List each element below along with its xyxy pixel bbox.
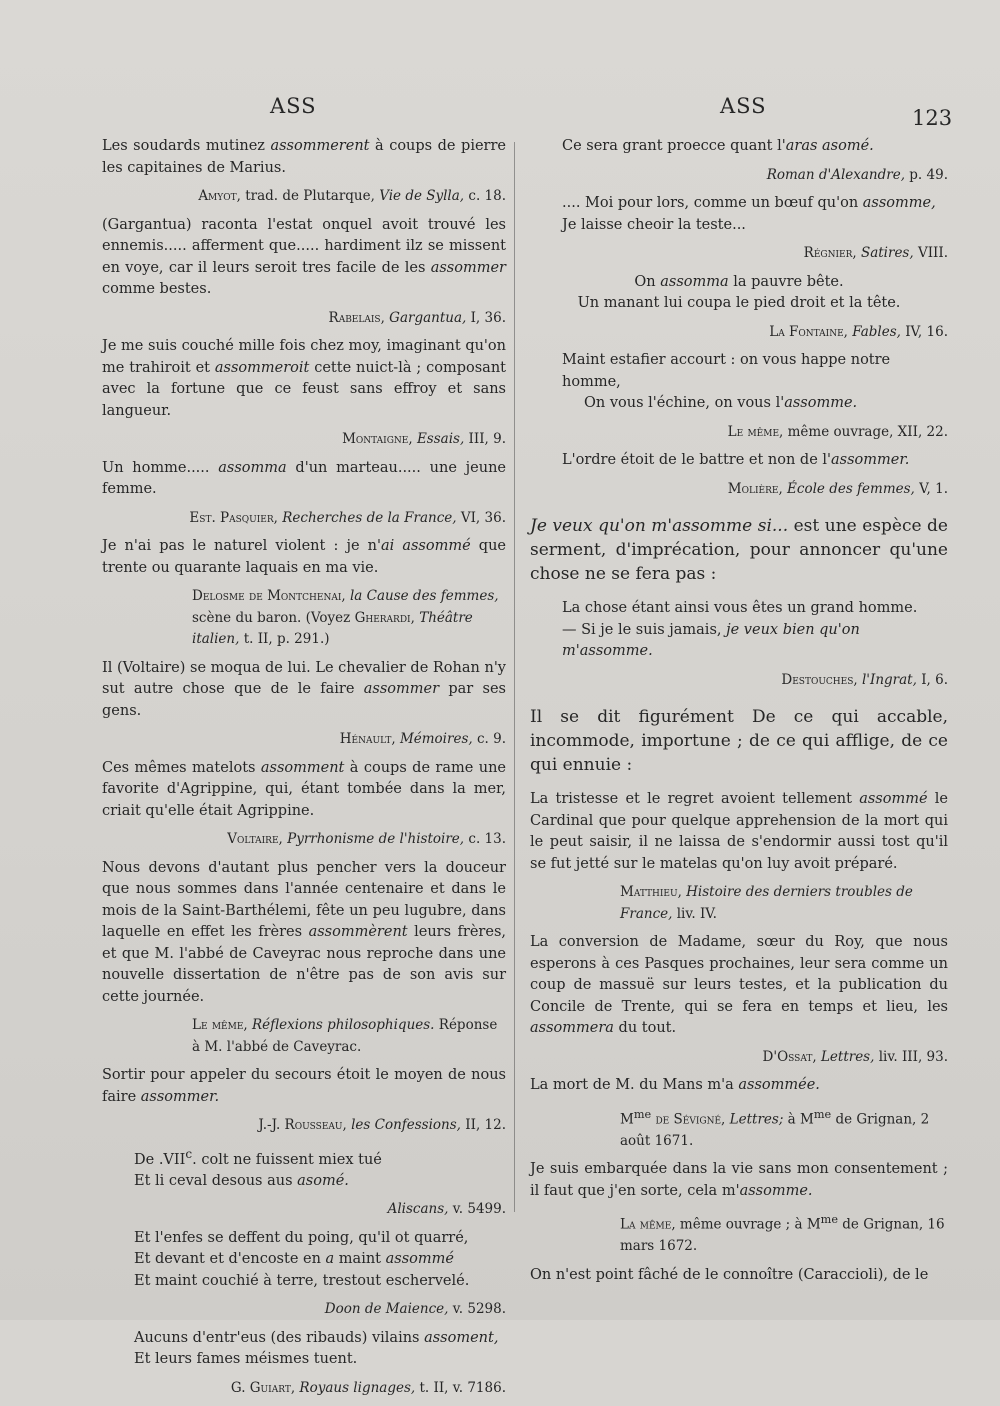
text-run: comme bestes.	[102, 281, 212, 297]
verse-line	[530, 272, 948, 294]
text-run: , même ouvrage, XII, 22.	[779, 423, 948, 440]
text-run: du tout.	[613, 1020, 677, 1036]
text-run: assommée.	[738, 1077, 820, 1093]
text-run: ,	[290, 1379, 300, 1396]
text-run: Je veux qu'on m'assomme si...	[530, 516, 789, 536]
text-run: On	[634, 273, 661, 290]
text-run: assommer	[363, 681, 440, 697]
text-run: p. 49.	[905, 166, 948, 183]
citation-source	[102, 186, 506, 208]
text-run: Un homme.....	[102, 459, 219, 476]
text-run: — Si je le suis jamais,	[562, 621, 727, 638]
text-run: la pauvre bête.	[728, 273, 844, 290]
text-run: v. 5298.	[448, 1301, 506, 1318]
verse-line	[562, 215, 948, 237]
text-run: La chose étant ainsi vous êtes un grand homme.	[562, 600, 918, 616]
text-run: Gherardi	[354, 609, 411, 626]
text-run: Le même	[192, 1017, 244, 1033]
text-run: me	[820, 1213, 838, 1226]
text-run: ,	[677, 884, 687, 900]
text-run: assomme,	[862, 195, 936, 211]
text-run: D'Ossat	[762, 1048, 813, 1065]
verse-quotation	[530, 193, 948, 236]
text-run: assommeroit	[214, 359, 310, 376]
text-run: assomme.	[739, 1182, 813, 1199]
citation-source	[102, 1199, 506, 1221]
citation-source	[102, 429, 506, 451]
text-run: par ses gens.	[102, 681, 506, 719]
text-run: Doon de Maience,	[324, 1301, 449, 1318]
text-run: assommera	[530, 1020, 614, 1036]
citation-source	[530, 882, 948, 925]
running-head-left: ASS	[270, 94, 317, 118]
text-run: l'Ingrat,	[861, 671, 917, 688]
text-run: maint	[334, 1251, 386, 1268]
text-run: On n'est point fâché de le connoître (Caraccioli), de le	[530, 1266, 929, 1283]
citation-source	[530, 422, 948, 444]
text-run: la Cause des femmes,	[349, 588, 499, 604]
citation-source	[102, 586, 506, 651]
text-run: I, 6.	[916, 671, 948, 688]
text-run: Mémoires,	[399, 731, 473, 747]
citation-source	[530, 243, 948, 265]
text-run: , trad. de Plutarque,	[236, 188, 380, 204]
text-run: ,	[391, 731, 400, 747]
verse-line	[562, 598, 948, 620]
text-run: t. II, v. 7186.	[415, 1379, 506, 1396]
text-run: ,	[273, 509, 283, 526]
verse-line	[134, 1228, 506, 1250]
citation-source	[530, 1104, 948, 1153]
text-run: Aucuns d'entr'eus (des ribauds) vilains	[134, 1329, 425, 1346]
citation-source	[102, 729, 506, 751]
text-run: assomment	[260, 759, 345, 776]
text-run: Hénault	[339, 731, 392, 747]
column-rule	[514, 142, 515, 1212]
text-run: Lettres,	[820, 1048, 875, 1065]
text-run: Gargantua,	[389, 309, 467, 326]
verse-line	[562, 193, 948, 215]
text-run: Vie de Sylla,	[379, 188, 465, 204]
text-run: M	[620, 1111, 634, 1127]
verse-line	[562, 350, 948, 393]
text-run: IV, 16.	[900, 323, 948, 340]
text-run: scène du baron. (Voyez	[192, 609, 355, 626]
text-run: On vous l'échine, on vous l'	[584, 395, 785, 411]
text-run: II, 12.	[460, 1117, 506, 1133]
text-run: ,	[243, 1017, 252, 1033]
quotation	[102, 758, 506, 823]
text-run: VI, 36.	[456, 509, 506, 526]
text-run: Ce sera grant proecce quant l'	[562, 138, 786, 154]
text-run: Essais,	[416, 431, 465, 447]
text-run: de Sévigné	[655, 1111, 722, 1127]
text-run: me	[813, 1107, 832, 1121]
text-run: ,	[778, 480, 788, 497]
text-run: III, 9.	[464, 431, 506, 447]
text-run: De .VII	[134, 1151, 186, 1168]
citation-source	[102, 308, 506, 330]
text-run: v. 5499.	[448, 1201, 506, 1218]
text-run: assommer.	[140, 1088, 220, 1105]
quotation	[102, 1065, 506, 1108]
text-run: ,	[721, 1111, 730, 1127]
text-run: assommé	[859, 791, 928, 807]
text-run: de Grignan, 2 août 1671.	[620, 1111, 930, 1149]
text-run: Théâtre italien,	[192, 609, 473, 647]
text-run: La mort de M. du Mans m'a	[530, 1077, 739, 1093]
text-run: Voltaire	[227, 831, 279, 847]
text-run: .... Moi pour lors, comme un bœuf qu'on	[562, 195, 863, 211]
text-run: Royaus lignages,	[299, 1379, 416, 1396]
citation-source	[102, 1299, 506, 1321]
verse-line	[134, 1144, 506, 1171]
text-run: Satires,	[860, 245, 914, 261]
verse-line	[562, 620, 948, 663]
quotation	[102, 658, 506, 723]
text-run: Montaigne	[342, 431, 409, 447]
quotation	[102, 215, 506, 301]
citation-source	[102, 1115, 506, 1137]
text-run: asomé.	[297, 1172, 349, 1189]
quotation	[102, 858, 506, 1009]
text-run: ,	[380, 309, 390, 326]
text-run: c	[185, 1146, 193, 1161]
verse-line	[134, 1349, 506, 1371]
text-run: Maint estafier accourt : on vous happe notre homme,	[562, 352, 891, 390]
text-run: La conversion de Madame, sœur du Roy, que nous esperons à ces Pasques prochaines, leur sera comme un coup de massuë sur leurs testes, et la publication du Concile de Trente, qui se fera en temps et lieu, les	[530, 934, 948, 1015]
text-run: Sortir pour appeler du secours étoit le moyen de nous faire	[102, 1067, 506, 1105]
text-run: à M	[783, 1111, 814, 1127]
text-run: le Cardinal que pour quelque apprehension de la mort qui le peut saisir, il ne laissa de s'endormir aussi tost qu'il se fut jetté sur le matelas qu'on luy avoit préparé.	[530, 791, 948, 872]
citation-source	[530, 165, 948, 187]
text-run: à coups de rame une favorite d'Agrippine, qui, étant tombée dans la mer, criait qu'elle était Agrippine.	[102, 759, 506, 819]
text-run: Le même	[727, 423, 780, 440]
text-run: de Grignan, 16 mars 1672.	[620, 1216, 945, 1254]
verse-line	[134, 1249, 506, 1271]
text-run: Il (Voltaire) se moqua de lui. Le chevalier de Rohan n'y sut autre chose que de le faire	[102, 659, 506, 697]
citation-source	[530, 322, 948, 344]
page-number: 123	[912, 106, 953, 130]
citation-source	[102, 1015, 506, 1058]
text-run: Roman d'Alexandre,	[766, 166, 905, 183]
verse-line	[134, 1171, 506, 1193]
citation-source	[530, 1209, 948, 1258]
text-run: La tristesse et le regret avoient tellement	[530, 791, 860, 807]
verse-quotation	[102, 1228, 506, 1293]
text-run: assomma	[660, 273, 729, 290]
running-head-right: ASS	[720, 94, 767, 118]
text-run: à coups de pierre les capitaines de Marius.	[102, 138, 506, 176]
verse-line	[562, 136, 948, 158]
text-run: Histoire des derniers troubles de France,	[620, 884, 913, 922]
text-run: Rabelais	[328, 309, 381, 326]
left-column	[102, 136, 506, 1406]
text-run: liv. III, 93.	[874, 1048, 948, 1065]
text-run: Recherches de la France,	[282, 509, 457, 526]
text-run: leurs frères, et que M. l'abbé de Caveyrac nous reproche dans une nouvelle dissertation de n'être pas de son avis sur cette journée.	[102, 924, 506, 1005]
quotation	[102, 336, 506, 422]
text-run: ,	[408, 431, 417, 447]
text-run: Un manant lui coupa le pied droit et la tête.	[577, 295, 901, 311]
text-run: Aliscans,	[387, 1201, 449, 1218]
text-run: Et devant et d'encoste en	[134, 1251, 326, 1268]
text-run: ,	[843, 323, 853, 340]
text-run: ,	[341, 588, 350, 604]
text-run: me	[633, 1107, 652, 1121]
text-run: assommer.	[831, 452, 910, 468]
text-run: ,	[278, 831, 288, 847]
text-run: . colt ne fuissent miex tué	[192, 1151, 382, 1168]
text-run: assoment,	[424, 1329, 499, 1346]
text-run: Delosme de Montchenai	[192, 588, 342, 604]
definition-paragraph	[530, 705, 948, 777]
text-run: ,	[342, 1117, 352, 1133]
text-run: Et li ceval desous aus	[134, 1172, 298, 1189]
text-run: V, 1.	[914, 480, 948, 497]
text-run: a	[325, 1251, 335, 1268]
verse-line	[562, 450, 948, 472]
text-run: Molière	[727, 480, 779, 497]
verse-quotation	[530, 272, 948, 315]
text-run: assommerent	[270, 138, 370, 154]
text-run: Est. Pasquier	[189, 509, 274, 526]
text-run: Matthieu	[620, 884, 678, 900]
text-run: ,	[812, 1048, 821, 1065]
verse-quotation	[102, 1144, 506, 1193]
quotation	[102, 536, 506, 579]
quotation	[102, 136, 506, 179]
quotation	[530, 789, 948, 875]
text-run: c. 9.	[472, 731, 506, 747]
text-run: La même	[620, 1216, 672, 1233]
text-run: École des femmes,	[787, 480, 915, 497]
text-run: d'un marteau..... une jeune femme.	[102, 459, 506, 497]
text-run: ,	[852, 245, 861, 261]
citation-source	[102, 829, 506, 851]
text-run: Je suis embarquée dans la vie sans mon consentement ; il faut que j'en sorte, cela m'	[530, 1161, 948, 1199]
text-run: VIII.	[913, 245, 948, 261]
citation-source	[530, 670, 948, 692]
text-run: liv. IV.	[672, 905, 717, 922]
text-run: Lettres;	[729, 1111, 784, 1127]
text-run: J.-J. Rousseau	[258, 1117, 343, 1133]
text-run: Destouches	[781, 671, 854, 688]
text-run: Amyot	[198, 188, 237, 204]
verse-quotation	[102, 1328, 506, 1371]
verse-line	[562, 393, 948, 415]
text-run: je veux bien qu'on m'assomme.	[562, 621, 860, 659]
text-run: Réflexions philosophiques.	[252, 1017, 435, 1033]
quotation	[530, 1075, 948, 1097]
text-run: G. Guiart	[230, 1379, 291, 1396]
text-run: assommèrent	[308, 924, 408, 940]
text-run: Je me suis couché mille fois chez moy, imaginant qu'on me trahiroit et	[102, 338, 506, 376]
text-run: ,	[853, 671, 862, 688]
text-run: , même ouvrage ; à M	[671, 1216, 821, 1233]
quotation	[530, 1265, 948, 1287]
text-run: cette nuict-là ; composant avec la fortune que ce feust sans effroy et sans langueur.	[102, 359, 506, 419]
text-run: ai assommé	[380, 538, 471, 554]
text-run: Et leurs fames méismes tuent.	[134, 1351, 358, 1368]
text-run: Je laisse cheoir la teste...	[562, 216, 746, 233]
text-run: Ces mêmes matelots	[102, 759, 261, 776]
text-run: Réponse à M. l'abbé de Caveyrac.	[192, 1017, 498, 1055]
text-run: aras asomé.	[785, 138, 874, 154]
verse-quotation	[530, 136, 948, 158]
text-run: L'ordre étoit de le battre et non de l'	[562, 452, 832, 468]
right-column	[530, 136, 948, 1293]
text-run: assomme.	[784, 395, 858, 411]
quotation	[530, 1159, 948, 1202]
text-run: ,	[410, 609, 420, 626]
verse-line	[134, 1328, 506, 1350]
text-run: Et l'enfes se deffent du poing, qu'il ot quarré,	[134, 1229, 469, 1246]
text-run: I, 36.	[466, 309, 506, 326]
text-run: Nous devons d'autant plus pencher vers la douceur que nous sommes dans l'année centenaire et dans le mois de la Saint-Barthélemi, fête un peu lugubre, dans laquelle en effet les frères	[102, 859, 506, 940]
verse-quotation	[530, 598, 948, 663]
text-run: Je n'ai pas le naturel violent : je n'	[102, 538, 381, 554]
citation-source	[102, 1378, 506, 1400]
text-run: Régnier	[803, 245, 853, 261]
text-run: que trente ou quarante laquais en ma vie.	[102, 538, 506, 576]
verse-quotation	[530, 450, 948, 472]
text-run: assomma	[218, 459, 287, 476]
verse-line	[134, 1271, 506, 1293]
citation-source	[530, 1047, 948, 1069]
quotation	[530, 932, 948, 1040]
quotation	[102, 458, 506, 501]
text-run: Les soudards mutinez	[102, 138, 271, 154]
citation-source	[530, 479, 948, 501]
text-run: Et maint couchié à terre, trestout eschervelé.	[134, 1272, 470, 1289]
text-run: les Confessions,	[351, 1117, 461, 1133]
text-run: assommé	[385, 1251, 454, 1268]
text-run: (Gargantua) raconta l'estat onquel avoit trouvé les ennemis..... afferment que..... hardiment ilz se missent en voye, car il leurs seroit tres facile de les	[102, 216, 506, 276]
definition-paragraph	[530, 514, 948, 586]
text-run: Pyrrhonisme de l'histoire,	[287, 831, 465, 847]
text-run: Fables,	[852, 323, 901, 340]
text-run: t. II, p. 291.)	[239, 631, 330, 647]
text-run: c. 18.	[464, 188, 506, 204]
citation-source	[102, 508, 506, 530]
verse-quotation	[530, 350, 948, 415]
verse-line	[530, 293, 948, 315]
text-run: c. 13.	[464, 831, 506, 847]
text-run: est une espèce de serment, d'imprécation, pour annoncer qu'une chose ne se fera pas :	[530, 516, 948, 584]
text-run: Il se dit figurément De ce qui accable, incommode, importune ; de ce qui afflige, de ce qui ennuie :	[530, 707, 948, 775]
text-run: La Fontaine	[769, 323, 844, 340]
text-run: assommer	[430, 259, 506, 276]
